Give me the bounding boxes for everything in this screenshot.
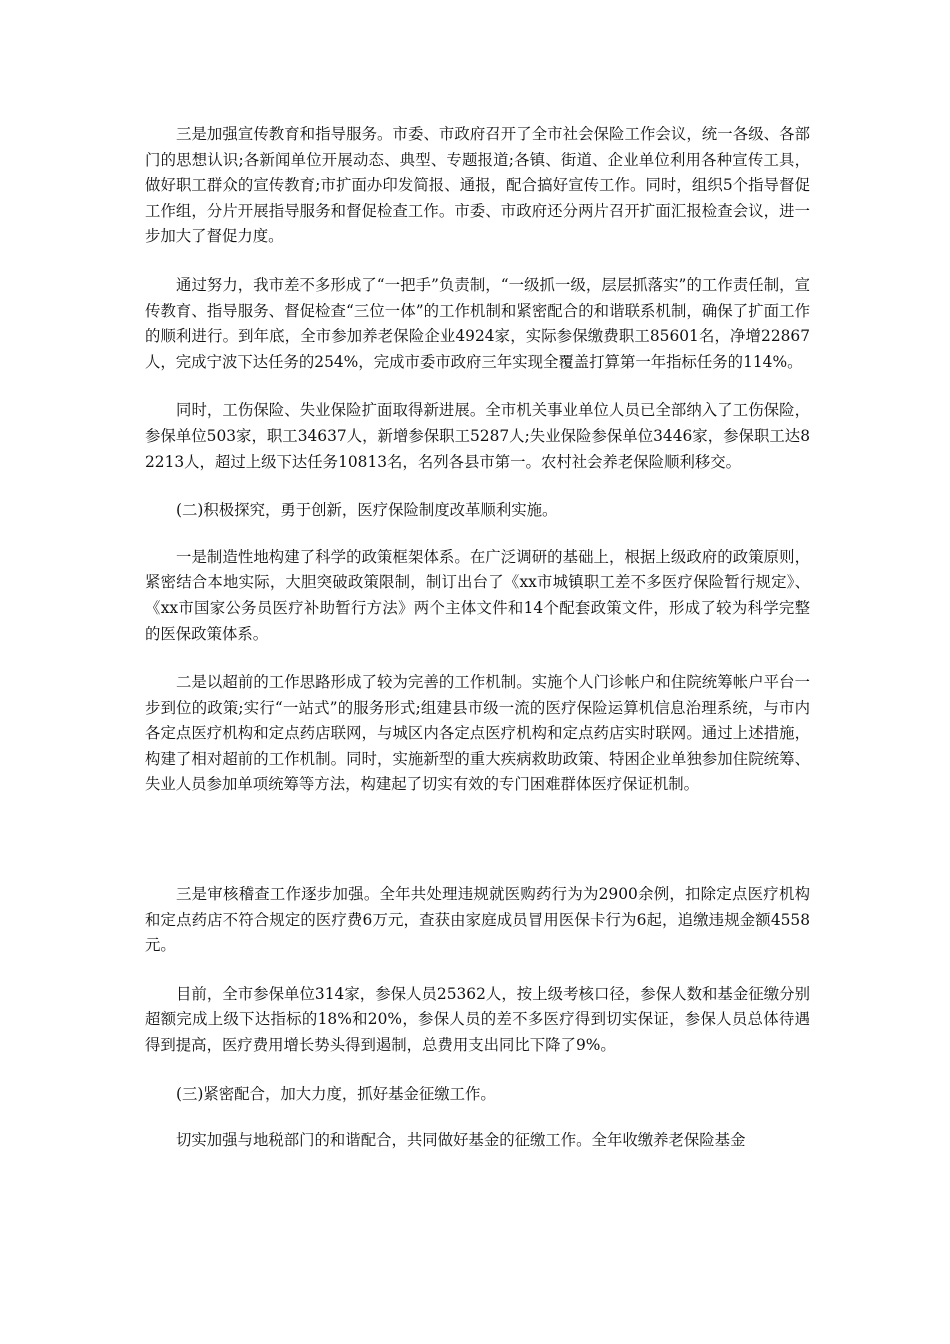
blank-gap bbox=[145, 821, 810, 882]
paragraph-current-enrollment: 目前，全市参保单位314家，参保人员25362人，按上级考核口径，参保人数和基金征缴分别超额完成上级下达指标的18%和20%，参保人员的差不多医疗得到切实保证，参保人员总体待遇得到提高，医疗费用增长势头得到遏制，总费用支出同比下降了9%。 bbox=[145, 984, 810, 1055]
paragraph-publicity-guidance: 三是加强宣传教育和指导服务。市委、市政府召开了全市社会保险工作会议，统一各级、各部门的思想认识;各新闻单位开展动态、典型、专题报道;各镇、街道、企业单位利用各种宣传工具，做好职工群众的宣传教育;市扩面办印发简报、通报，配合搞好宣传工作。同时，组织5个指导督促工作组，分片开展指导服务和督促检查工作。市委、市政府还分两片召开扩面汇报检查会议，进一步加大了督促力度。 bbox=[145, 125, 810, 246]
paragraph-injury-unemployment-insurance: 同时，工伤保险、失业保险扩面取得新进展。全市机关事业单位人员已全部纳入了工伤保险，参保单位503家，职工34637人，新增参保职工5287人;失业保险参保单位3446家，参保职工达82213人，超过上级下达任务10813名，名列各县市第一。农村社会养老保险顺利移交。 bbox=[145, 401, 810, 471]
section-heading-fund-collection: (三)紧密配合，加大力度，抓好基金征缴工作。 bbox=[176, 1084, 496, 1103]
paragraph-pension-expansion-results: 通过努力，我市差不多形成了“一把手”负责制，“一级抓一级，层层抓落实”的工作责任制，宣传教育、指导服务、督促检查“三位一体”的工作机制和紧密配合的和谐联系机制，确保了扩面工作的顺利进行。到年底，全市参加养老保险企业4924家，实际参保缴费职工85601名，净增22867人，完成宁波下达任务的254%，完成市委市政府三年实现全覆盖打算第一年指标任务的114%。 bbox=[145, 275, 810, 371]
paragraph-work-mechanism: 二是以超前的工作思路形成了较为完善的工作机制。实施个人门诊帐户和住院统筹帐户平台一步到位的政策;实行“一站式”的服务形式;组建县市级一流的医疗保险运算机信息治理系统，与市内各定点医疗机构和定点药店联网，与城区内各定点医疗机构和定点药店实时联网。通过上述措施，构建了相对超前的工作机制。同时，实施新型的重大疾病救助政策、特困企业单独参加住院统筹、失业人员参加单项统筹等方法，构建起了切实有效的专门困难群体医疗保证机制。 bbox=[145, 673, 810, 794]
paragraph-audit-inspection: 三是审核稽查工作逐步加强。全年共处理违规就医购药行为为2900余例，扣除定点医疗机构和定点药店不符合规定的医疗费6万元，查获由家庭成员冒用医保卡行为6起，追缴违规金额4558元。 bbox=[145, 885, 810, 955]
paragraph-policy-framework: 一是制造性地构建了科学的政策框架体系。在广泛调研的基础上，根据上级政府的政策原则，紧密结合本地实际，大胆突破政策限制，制订出台了《xx市城镇职工差不多医疗保险暂行规定》、《xx市国家公务员医疗补助暂行方法》两个主体文件和14个配套政策文件，形成了较为科学完整的医保政策体系。 bbox=[145, 547, 810, 643]
document-body bbox=[145, 122, 810, 1177]
paragraph-tax-cooperation: 切实加强与地税部门的和谐配合，共同做好基金的征缴工作。全年收缴养老保险基金 bbox=[176, 1131, 746, 1150]
section-heading-medical-insurance-reform: (二)积极探究，勇于创新，医疗保险制度改革顺利实施。 bbox=[176, 501, 558, 520]
